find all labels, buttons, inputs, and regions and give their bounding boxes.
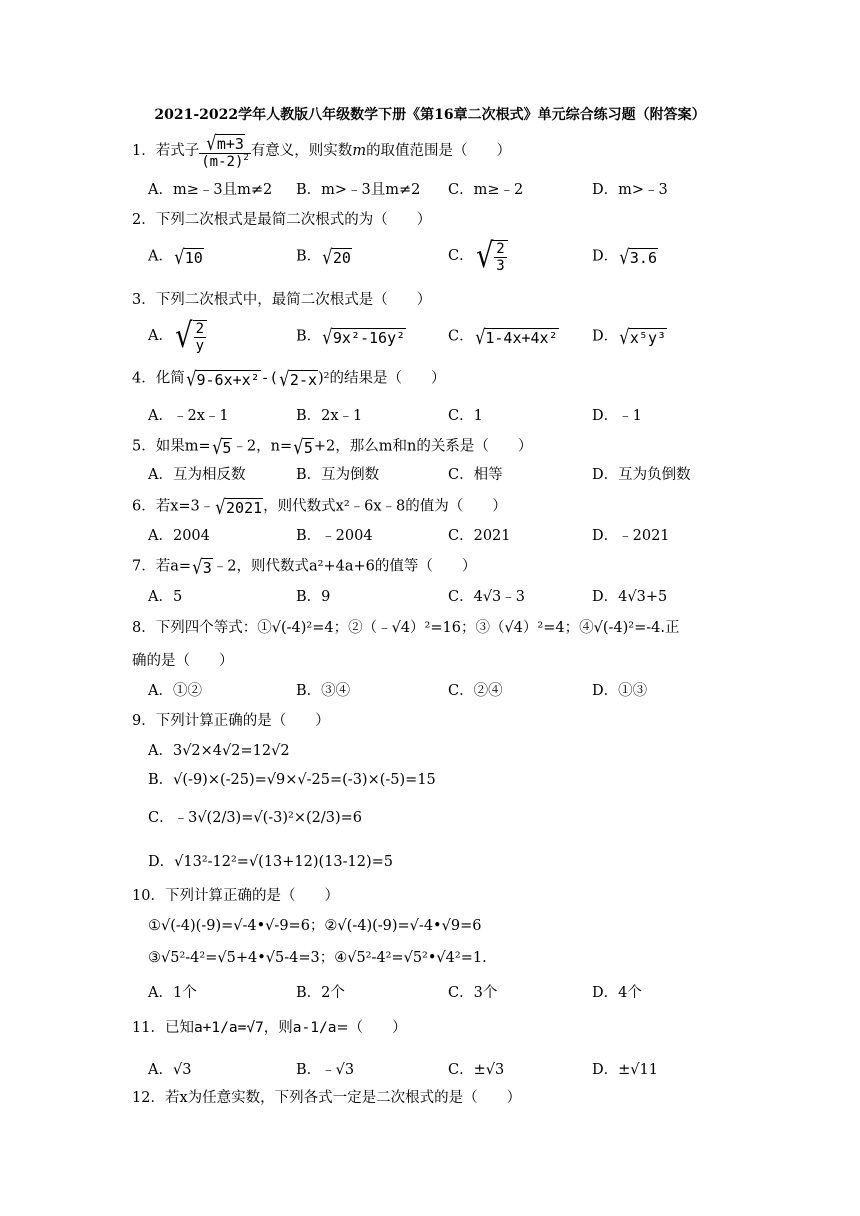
q2-option-c: C． √ $\frac{2}{3}$ (448, 238, 508, 274)
q6-option-a: A．2004 (148, 528, 210, 544)
question-8-line-1: 8．下列四个等式：①√(-4)²=4；②（﹣√4）²=16；③（√4）²=4；④√(-4)²=-4.正 (132, 620, 680, 636)
q4-option-a: A．﹣2x﹣1 (148, 408, 229, 424)
q11-option-c: C．±√3 (448, 1062, 505, 1078)
q5-option-a: A．互为相反数 (148, 467, 246, 483)
q5-option-c: C．相等 (448, 467, 503, 483)
q4-option-d: D．﹣1 (592, 408, 642, 424)
q5-option-b: B．互为倒数 (296, 467, 380, 483)
q8-option-a: A．①② (148, 683, 202, 699)
document-title: 2021-2022学年人教版八年级数学下册《第16章二次根式》单元综合练习题（附答案） (154, 107, 706, 123)
q3-option-a: A． √ $\frac{2}{y}$ (148, 318, 207, 354)
q9-option-c: C．﹣3√(2/3)=√(-3)²×(2/3)=6 (148, 810, 363, 826)
q1-text: 有意义，则实数 (250, 143, 353, 159)
question-4: 4．化简 √ 9-6x+x² -( √ 2-x )²的结果是（ ） (132, 366, 446, 391)
q7-option-c: C．4√3﹣3 (448, 589, 526, 605)
q3-option-d: D． √ x⁵y³ (592, 324, 667, 349)
q1-option-c: C．m≥﹣2 (448, 182, 524, 198)
q1-option-b: B．m>﹣3且m≠2 (296, 182, 421, 198)
q1-option-d: D．m>﹣3 (592, 182, 668, 198)
q4-option-b: B．2x﹣1 (296, 408, 363, 424)
q1-fraction: √ m+3 $(m-2)^2$ (201, 130, 249, 170)
q1-number: 1． (132, 143, 156, 159)
q1-fraction-numerator: m+3 (216, 135, 244, 153)
question-10: 10．下列计算正确的是（ ） (132, 888, 339, 904)
q7-option-d: D．4√3+5 (592, 589, 668, 605)
q8-option-d: D．①③ (592, 683, 648, 699)
q10-option-c: C．3个 (448, 985, 498, 1001)
q10-statement-1-2: ①√(-4)(-9)=√-4•√-9=6；②√(-4)(-9)=√-4•√9=6 (148, 918, 482, 934)
q8-option-b: B．③④ (296, 683, 351, 699)
q5-option-d: D．互为负倒数 (592, 467, 691, 483)
question-1 (132, 132, 511, 170)
q6-option-b: B．﹣2004 (296, 528, 373, 544)
question-7: 7．若a= √ 3 ﹣2，则代数式a²+4a+6的值等（ ） (132, 554, 477, 579)
q9-option-a: A．3√2×4√2=12√2 (148, 743, 290, 759)
q9-option-b: B．√(-9)×(-25)=√9×√-25=(-3)×(-5)=15 (148, 772, 436, 788)
q3-option-b: B． √ 9x²-16y² (296, 324, 406, 349)
q10-option-d: D．4个 (592, 985, 642, 1001)
q11-option-d: D．±√11 (592, 1062, 658, 1078)
q10-option-b: B．2个 (296, 985, 345, 1001)
q3-option-c: C． √ 1-4x+4x² (448, 324, 558, 349)
q11-option-b: B．﹣√3 (296, 1062, 355, 1078)
q1-prefix: 若式子 (155, 143, 200, 159)
q10-option-a: A．1个 (148, 985, 197, 1001)
question-9: 9．下列计算正确的是（ ） (132, 713, 330, 729)
q10-statement-3-4: ③√5²-4²=√5+4•√5-4=3；④√5²-4²=√5²•√4²=1. (148, 950, 487, 966)
q8-option-c: C．②④ (448, 683, 503, 699)
q1-tail: 的取值范围是（ ） (366, 143, 512, 159)
q6-option-c: C．2021 (448, 528, 511, 544)
q2-option-a: A． √ 10 (148, 244, 203, 269)
q1-variable: m (352, 143, 367, 159)
q11-option-a: A．√3 (148, 1062, 192, 1078)
q7-option-b: B．9 (296, 589, 331, 605)
question-8-line-2: 确的是（ ） (132, 653, 234, 669)
question-12: 12．若x为任意实数，下列各式一定是二次根式的是（ ） (132, 1090, 522, 1106)
q4-option-c: C．1 (448, 408, 483, 424)
question-2: 2．下列二次根式是最简二次根式的为（ ） (132, 212, 432, 228)
q1-option-a: A．m≥﹣3且m≠2 (148, 182, 273, 198)
question-5: 5．如果m= √ 5 ﹣2，n= √ 5 +2，那么m和n的关系是（ ） (132, 434, 533, 459)
q1-fraction-denominator: (m-2) (201, 154, 244, 170)
question-6: 6．若x=3﹣ √ 2021 ，则代数式x²﹣6x﹣8的值为（ ） (132, 494, 507, 519)
question-3: 3．下列二次根式中，最简二次根式是（ ） (132, 292, 432, 308)
q2-option-b: B． √ 20 (296, 244, 351, 269)
q2-option-d: D． √ 3.6 (592, 244, 657, 269)
q9-option-d: D．√13²-12²=√(13+12)(13-12)=5 (148, 854, 394, 870)
q6-option-d: D．﹣2021 (592, 528, 670, 544)
q7-option-a: A．5 (148, 589, 183, 605)
question-11: 11．已知a+1/a=√7，则a-1/a=（ ） (132, 1020, 407, 1036)
